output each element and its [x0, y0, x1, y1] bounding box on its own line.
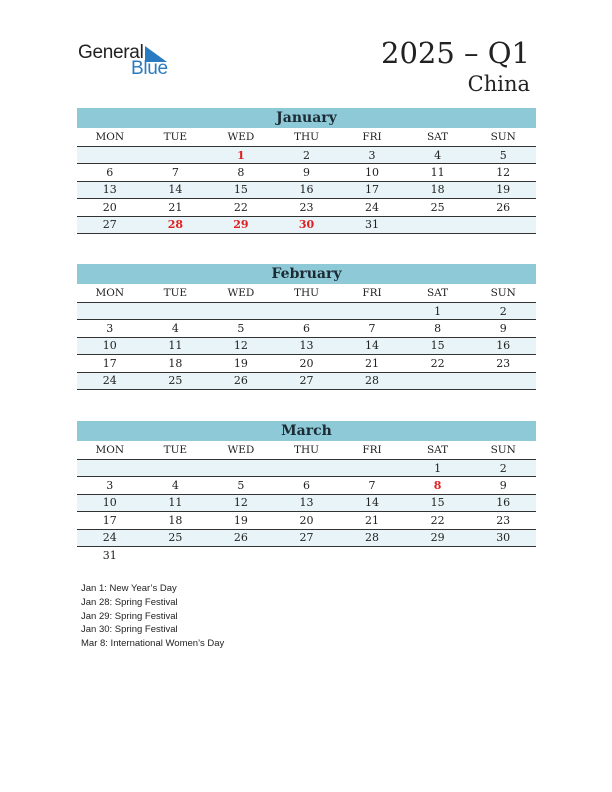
- day-cell: 1: [405, 303, 471, 320]
- empty-cell: [339, 546, 405, 563]
- weekday-header: FRI: [339, 284, 405, 303]
- empty-cell: [208, 546, 274, 563]
- day-cell: 29: [405, 529, 471, 546]
- weekday-header: WED: [208, 128, 274, 147]
- week-row: [77, 147, 536, 164]
- empty-cell: [405, 546, 471, 563]
- day-cell: 23: [470, 355, 536, 372]
- day-cell: 24: [77, 372, 143, 389]
- day-cell: 12: [470, 164, 536, 181]
- day-cell: 29: [208, 216, 274, 233]
- day-cell: 8: [405, 477, 471, 494]
- day-cell: 9: [274, 164, 340, 181]
- empty-cell: [470, 546, 536, 563]
- empty-cell: [143, 147, 209, 164]
- day-cell: 10: [77, 494, 143, 511]
- day-cell: 14: [339, 337, 405, 354]
- weekday-header: MON: [77, 441, 143, 460]
- day-cell: 13: [274, 494, 340, 511]
- week-row: [77, 337, 536, 354]
- day-cell: 25: [143, 372, 209, 389]
- weekday-header: SUN: [470, 441, 536, 460]
- week-row: [77, 199, 536, 216]
- day-cell: 26: [208, 529, 274, 546]
- empty-cell: [470, 216, 536, 233]
- day-cell: 30: [274, 216, 340, 233]
- empty-cell: [405, 372, 471, 389]
- weekday-header: WED: [208, 284, 274, 303]
- holiday-note: Mar 8: International Women’s Day: [81, 638, 225, 650]
- day-cell: 9: [470, 320, 536, 337]
- month-name: January: [77, 108, 536, 128]
- day-cell: 15: [405, 494, 471, 511]
- day-cell: 18: [143, 512, 209, 529]
- day-cell: 24: [77, 529, 143, 546]
- day-cell: 18: [143, 355, 209, 372]
- day-cell: 10: [339, 164, 405, 181]
- day-cell: 31: [102, 548, 117, 562]
- weekday-header: MON: [77, 128, 143, 147]
- day-cell: 4: [143, 477, 209, 494]
- holiday-note: Jan 30: Spring Festival: [81, 624, 178, 636]
- day-cell: 8: [208, 164, 274, 181]
- empty-cell: [339, 303, 405, 320]
- day-cell: 11: [405, 164, 471, 181]
- day-cell: 13: [77, 181, 143, 198]
- empty-cell: [405, 216, 471, 233]
- day-cell: 16: [470, 337, 536, 354]
- day-cell: 22: [405, 512, 471, 529]
- day-cell: 26: [208, 372, 274, 389]
- empty-cell: [77, 303, 143, 320]
- month-name: March: [77, 421, 536, 441]
- empty-cell: [143, 303, 209, 320]
- day-cell: 14: [143, 181, 209, 198]
- day-cell: 20: [77, 199, 143, 216]
- day-cell: 16: [470, 494, 536, 511]
- day-cell: 7: [339, 477, 405, 494]
- day-cell: 17: [339, 181, 405, 198]
- week-row: [77, 529, 536, 546]
- week-row: [77, 303, 536, 320]
- country-name: China: [467, 72, 530, 96]
- weekday-header: MON: [77, 284, 143, 303]
- empty-cell: [274, 546, 340, 563]
- empty-cell: [77, 460, 143, 477]
- empty-cell: [143, 460, 209, 477]
- day-cell: 6: [77, 164, 143, 181]
- day-cell: 19: [208, 355, 274, 372]
- week-row: [77, 477, 536, 494]
- day-cell: 7: [143, 164, 209, 181]
- day-cell: 5: [208, 320, 274, 337]
- weekday-header: TUE: [143, 441, 209, 460]
- day-cell: 17: [77, 512, 143, 529]
- week-row: [77, 512, 536, 529]
- day-cell: 15: [208, 181, 274, 198]
- day-cell: 20: [274, 355, 340, 372]
- day-cell: 1: [405, 460, 471, 477]
- empty-cell: [208, 303, 274, 320]
- day-cell: 22: [208, 199, 274, 216]
- empty-cell: [208, 460, 274, 477]
- day-cell: 14: [339, 494, 405, 511]
- day-cell: 28: [339, 529, 405, 546]
- holiday-note: Jan 1: New Year’s Day: [81, 583, 177, 594]
- calendar-grid: [77, 441, 536, 563]
- day-cell: 19: [208, 512, 274, 529]
- day-cell: 8: [405, 320, 471, 337]
- week-row: [77, 372, 536, 389]
- day-cell: 3: [339, 147, 405, 164]
- day-cell: 1: [208, 147, 274, 164]
- logo-general-text: General: [78, 42, 144, 63]
- day-cell: 17: [77, 355, 143, 372]
- day-cell: 18: [405, 181, 471, 198]
- day-cell: 25: [405, 199, 471, 216]
- day-cell: 27: [274, 372, 340, 389]
- day-cell: 28: [339, 372, 405, 389]
- day-cell: 5: [470, 147, 536, 164]
- week-row: [77, 164, 536, 181]
- week-row: [77, 460, 536, 477]
- weekday-header: THU: [274, 441, 340, 460]
- month-february: [77, 264, 536, 390]
- day-cell: 21: [143, 199, 209, 216]
- day-cell: 9: [470, 477, 536, 494]
- day-cell: 11: [143, 337, 209, 354]
- day-cell: 21: [339, 512, 405, 529]
- empty-cell: [274, 460, 340, 477]
- day-cell: 27: [274, 529, 340, 546]
- day-cell: 3: [77, 320, 143, 337]
- holiday-notes: [81, 582, 224, 651]
- week-row: [77, 181, 536, 198]
- empty-cell: [143, 546, 209, 563]
- day-cell: 23: [470, 512, 536, 529]
- empty-cell: [77, 147, 143, 164]
- day-cell: 11: [143, 494, 209, 511]
- calendar-grid: [77, 128, 536, 234]
- weekday-header: TUE: [143, 284, 209, 303]
- day-cell: 2: [470, 460, 536, 477]
- day-cell: 28: [143, 216, 209, 233]
- weekday-header: THU: [274, 128, 340, 147]
- day-cell: 6: [274, 320, 340, 337]
- day-cell: 4: [143, 320, 209, 337]
- empty-cell: [339, 460, 405, 477]
- day-cell: 16: [274, 181, 340, 198]
- weekday-header: THU: [274, 284, 340, 303]
- calendar-grid: [77, 284, 536, 390]
- day-cell: 21: [339, 355, 405, 372]
- day-cell: 5: [208, 477, 274, 494]
- empty-cell: [470, 372, 536, 389]
- weekday-header: WED: [208, 441, 274, 460]
- day-cell: 6: [274, 477, 340, 494]
- logo-blue-text: Blue: [131, 58, 168, 79]
- day-cell: 2: [274, 147, 340, 164]
- week-row: [77, 546, 536, 563]
- day-cell: 20: [274, 512, 340, 529]
- weekday-header: SUN: [470, 284, 536, 303]
- month-january: [77, 108, 536, 234]
- day-cell: 19: [470, 181, 536, 198]
- day-cell: 31: [339, 216, 405, 233]
- weekday-header: SAT: [405, 128, 471, 147]
- day-cell: 24: [339, 199, 405, 216]
- day-cell: 25: [143, 529, 209, 546]
- day-cell: 15: [405, 337, 471, 354]
- month-name: February: [77, 264, 536, 284]
- weekday-header: FRI: [339, 441, 405, 460]
- day-cell: 10: [77, 337, 143, 354]
- day-cell: 22: [405, 355, 471, 372]
- day-cell: 27: [77, 216, 143, 233]
- weekday-header: SAT: [405, 441, 471, 460]
- weekday-header: SAT: [405, 284, 471, 303]
- holiday-note: Jan 29: Spring Festival: [81, 610, 178, 622]
- weekday-header: FRI: [339, 128, 405, 147]
- day-cell: 30: [470, 529, 536, 546]
- day-cell: 4: [405, 147, 471, 164]
- day-cell: 26: [470, 199, 536, 216]
- week-row: [77, 216, 536, 233]
- day-cell: 7: [339, 320, 405, 337]
- week-row: [77, 494, 536, 511]
- weekday-header: SUN: [470, 128, 536, 147]
- holiday-note: Jan 28: Spring Festival: [81, 596, 178, 608]
- month-march: [77, 421, 536, 563]
- empty-cell: [274, 303, 340, 320]
- day-cell: 3: [77, 477, 143, 494]
- day-cell: 2: [470, 303, 536, 320]
- day-cell: 23: [274, 199, 340, 216]
- day-cell: 12: [208, 337, 274, 354]
- day-cell: 12: [208, 494, 274, 511]
- page-title: 2025 – Q1: [381, 36, 530, 70]
- week-row: [77, 355, 536, 372]
- logo: [78, 42, 178, 82]
- week-row: [77, 320, 536, 337]
- day-cell: 13: [274, 337, 340, 354]
- weekday-header: TUE: [143, 128, 209, 147]
